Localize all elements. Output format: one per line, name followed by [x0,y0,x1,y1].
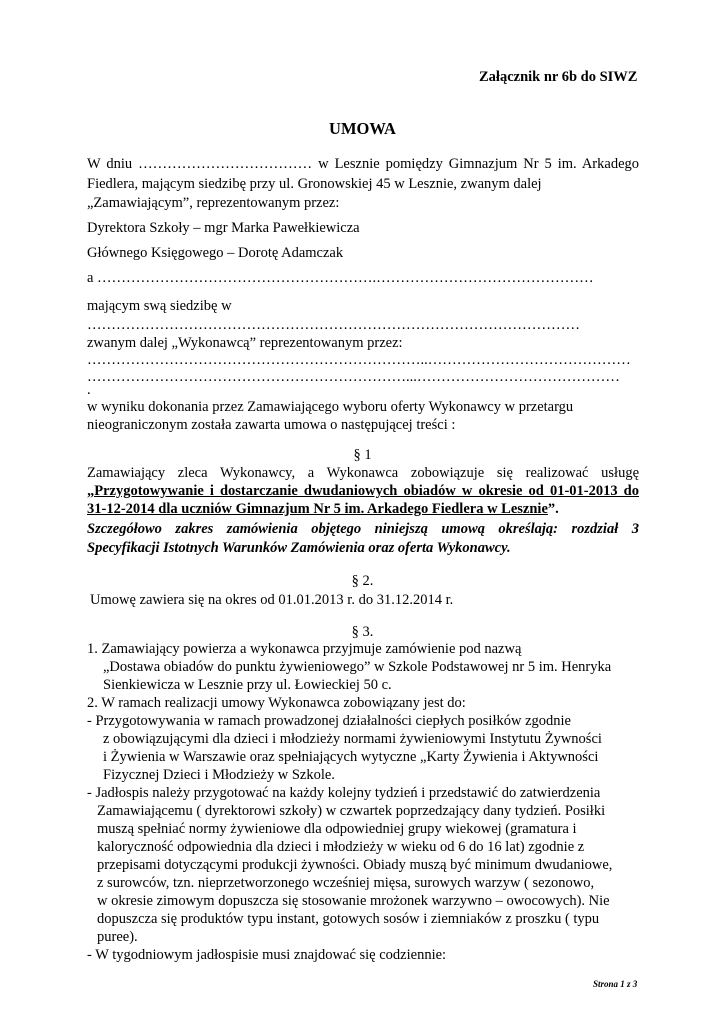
accountant-line: Głównego Księgowego – Dorotę Adamczak [87,245,344,261]
section-3-line: dopuszcza się produktów typu instant, gotowych sosów i ziemniaków z proszku ( typu [97,911,600,927]
section-1-service-name-line-2-wrap [87,500,559,518]
section-3-line: z obowiązującymi dla dzieci i młodzieży normami żywieniowymi Instytutu Żywności [103,731,602,747]
outcome-line-1: w wyniku dokonania przez Zamawiającego wyboru oferty Wykonawcy w przetargu [87,399,574,415]
section-1-scope-line-1: Szczegółowo zakres zamówienia objętego niniejszą umową określają: rozdział 3 [87,521,639,537]
section-1-line-1: Zamawiający zleca Wykonawcy, a Wykonawca zobowiązuje się realizować usługę [87,465,639,481]
contractor-seat-label: mającym swą siedzibę w [87,298,232,314]
intro-line-2: Fiedlera, mającym siedzibę przy ul. Gronowskiej 45 w Lesznie, zwanym dalej [87,176,542,192]
section-3-line: Fizycznej Dzieci i Młodzieży w Szkole. [103,767,335,783]
section-1-service-name-line-2: 31-12-2014 dla uczniów Gimnazjum Nr 5 im. Arkadego Fiedlera w Lesznie [87,501,548,517]
contractor-line: a ………………………………………………….……………………………………… [87,270,594,286]
intro-line-3: „Zamawiającym”, reprezentowanym przez: [87,195,340,211]
attachment-label: Załącznik nr 6b do SIWZ [479,69,638,85]
contractor-called-line: zwanym dalej „Wykonawcą” reprezentowanym przez: [87,335,403,351]
section-2-heading: § 2. [351,573,374,589]
section-3-line: - W tygodniowym jadłospisie musi znajdować się codziennie: [87,947,447,963]
section-3-line: puree). [97,929,138,945]
section-1-service-name-end: ”. [547,501,559,517]
contractor-dot: . [87,382,91,398]
outcome-line-2: nieograniczonym została zawarta umowa o następującej treści : [87,417,456,433]
section-3-line: w okresie zimowym dopuszcza się stosowanie mrożonek warzywno – owocowych). Nie [97,893,610,909]
section-3-heading: § 3. [351,624,374,640]
section-1-heading: § 1 [353,447,372,463]
contractor-seat-dots: ………………………………………………………………………………………… [87,317,580,333]
section-3-line: 1. Zamawiający powierza a wykonawca przyjmuje zamówienie pod nazwą [87,641,522,657]
section-3-line: kaloryczność odpowiednia dla dzieci i młodzieży w wieku od 6 do 16 lat) zgodnie z [97,839,585,855]
section-3-line: Zamawiającemu ( dyrektorowi szkoły) w czwartek poprzedzający dany tydzień. Posiłki [97,803,606,819]
section-2-text: Umowę zawiera się na okres od 01.01.2013 r. do 31.12.2014 r. [90,592,454,608]
section-3-line: 2. W ramach realizacji umowy Wykonawca zobowiązany jest do: [87,695,466,711]
section-3-line: muszą spełniać normy żywieniowe dla odpowiedniej grupy wiekowej (gramatura i [97,821,577,837]
director-line: Dyrektora Szkoły – mgr Marka Pawełkiewicza [87,220,360,236]
contractor-dots-2: …………………………………………………………...…………………………………… [87,369,620,385]
section-3-line: Sienkiewicza w Lesznie przy ul. Łowieckiej 50 c. [103,677,392,693]
section-3-line: „Dostawa obiadów do punktu żywieniowego” w Szkole Podstawowej nr 5 im. Henryka [103,659,612,675]
section-3-line: przepisami dotyczącymi produkcji żywności. Obiady muszą być minimum dwudaniowe, [97,857,613,873]
section-3-line: z surowców, tzn. nieprzetworzonego wcześniej mięsa, surowych warzyw ( sezonowo, [97,875,595,891]
section-3-line: i Żywienia w Warszawie oraz spełniających wytyczne „Karty Żywienia i Aktywności [103,749,599,765]
section-1-service-name-line-1: „Przygotowywanie i dostarczanie dwudaniowych obiadów w okresie od 01-01-2013 do [87,483,639,499]
document-title: UMOWA [329,119,396,138]
page-number: Strona 1 z 3 [593,979,638,989]
contractor-dots-1: ……………………………………………………………..…………………………………… [87,352,631,368]
section-3-line: - Jadłospis należy przygotować na każdy kolejny tydzień i przedstawić do zatwierdzenia [87,785,601,801]
section-1-scope-line-2: Specyfikacji Istotnych Warunków Zamówienia oraz oferta Wykonawcy. [87,540,511,556]
intro-line-1: W dniu ……………………………… w Lesznie pomiędzy Gimnazjum Nr 5 im. Arkadego [87,156,639,172]
section-3-line: - Przygotowywania w ramach prowadzonej działalności ciepłych posiłków zgodnie [87,713,571,729]
